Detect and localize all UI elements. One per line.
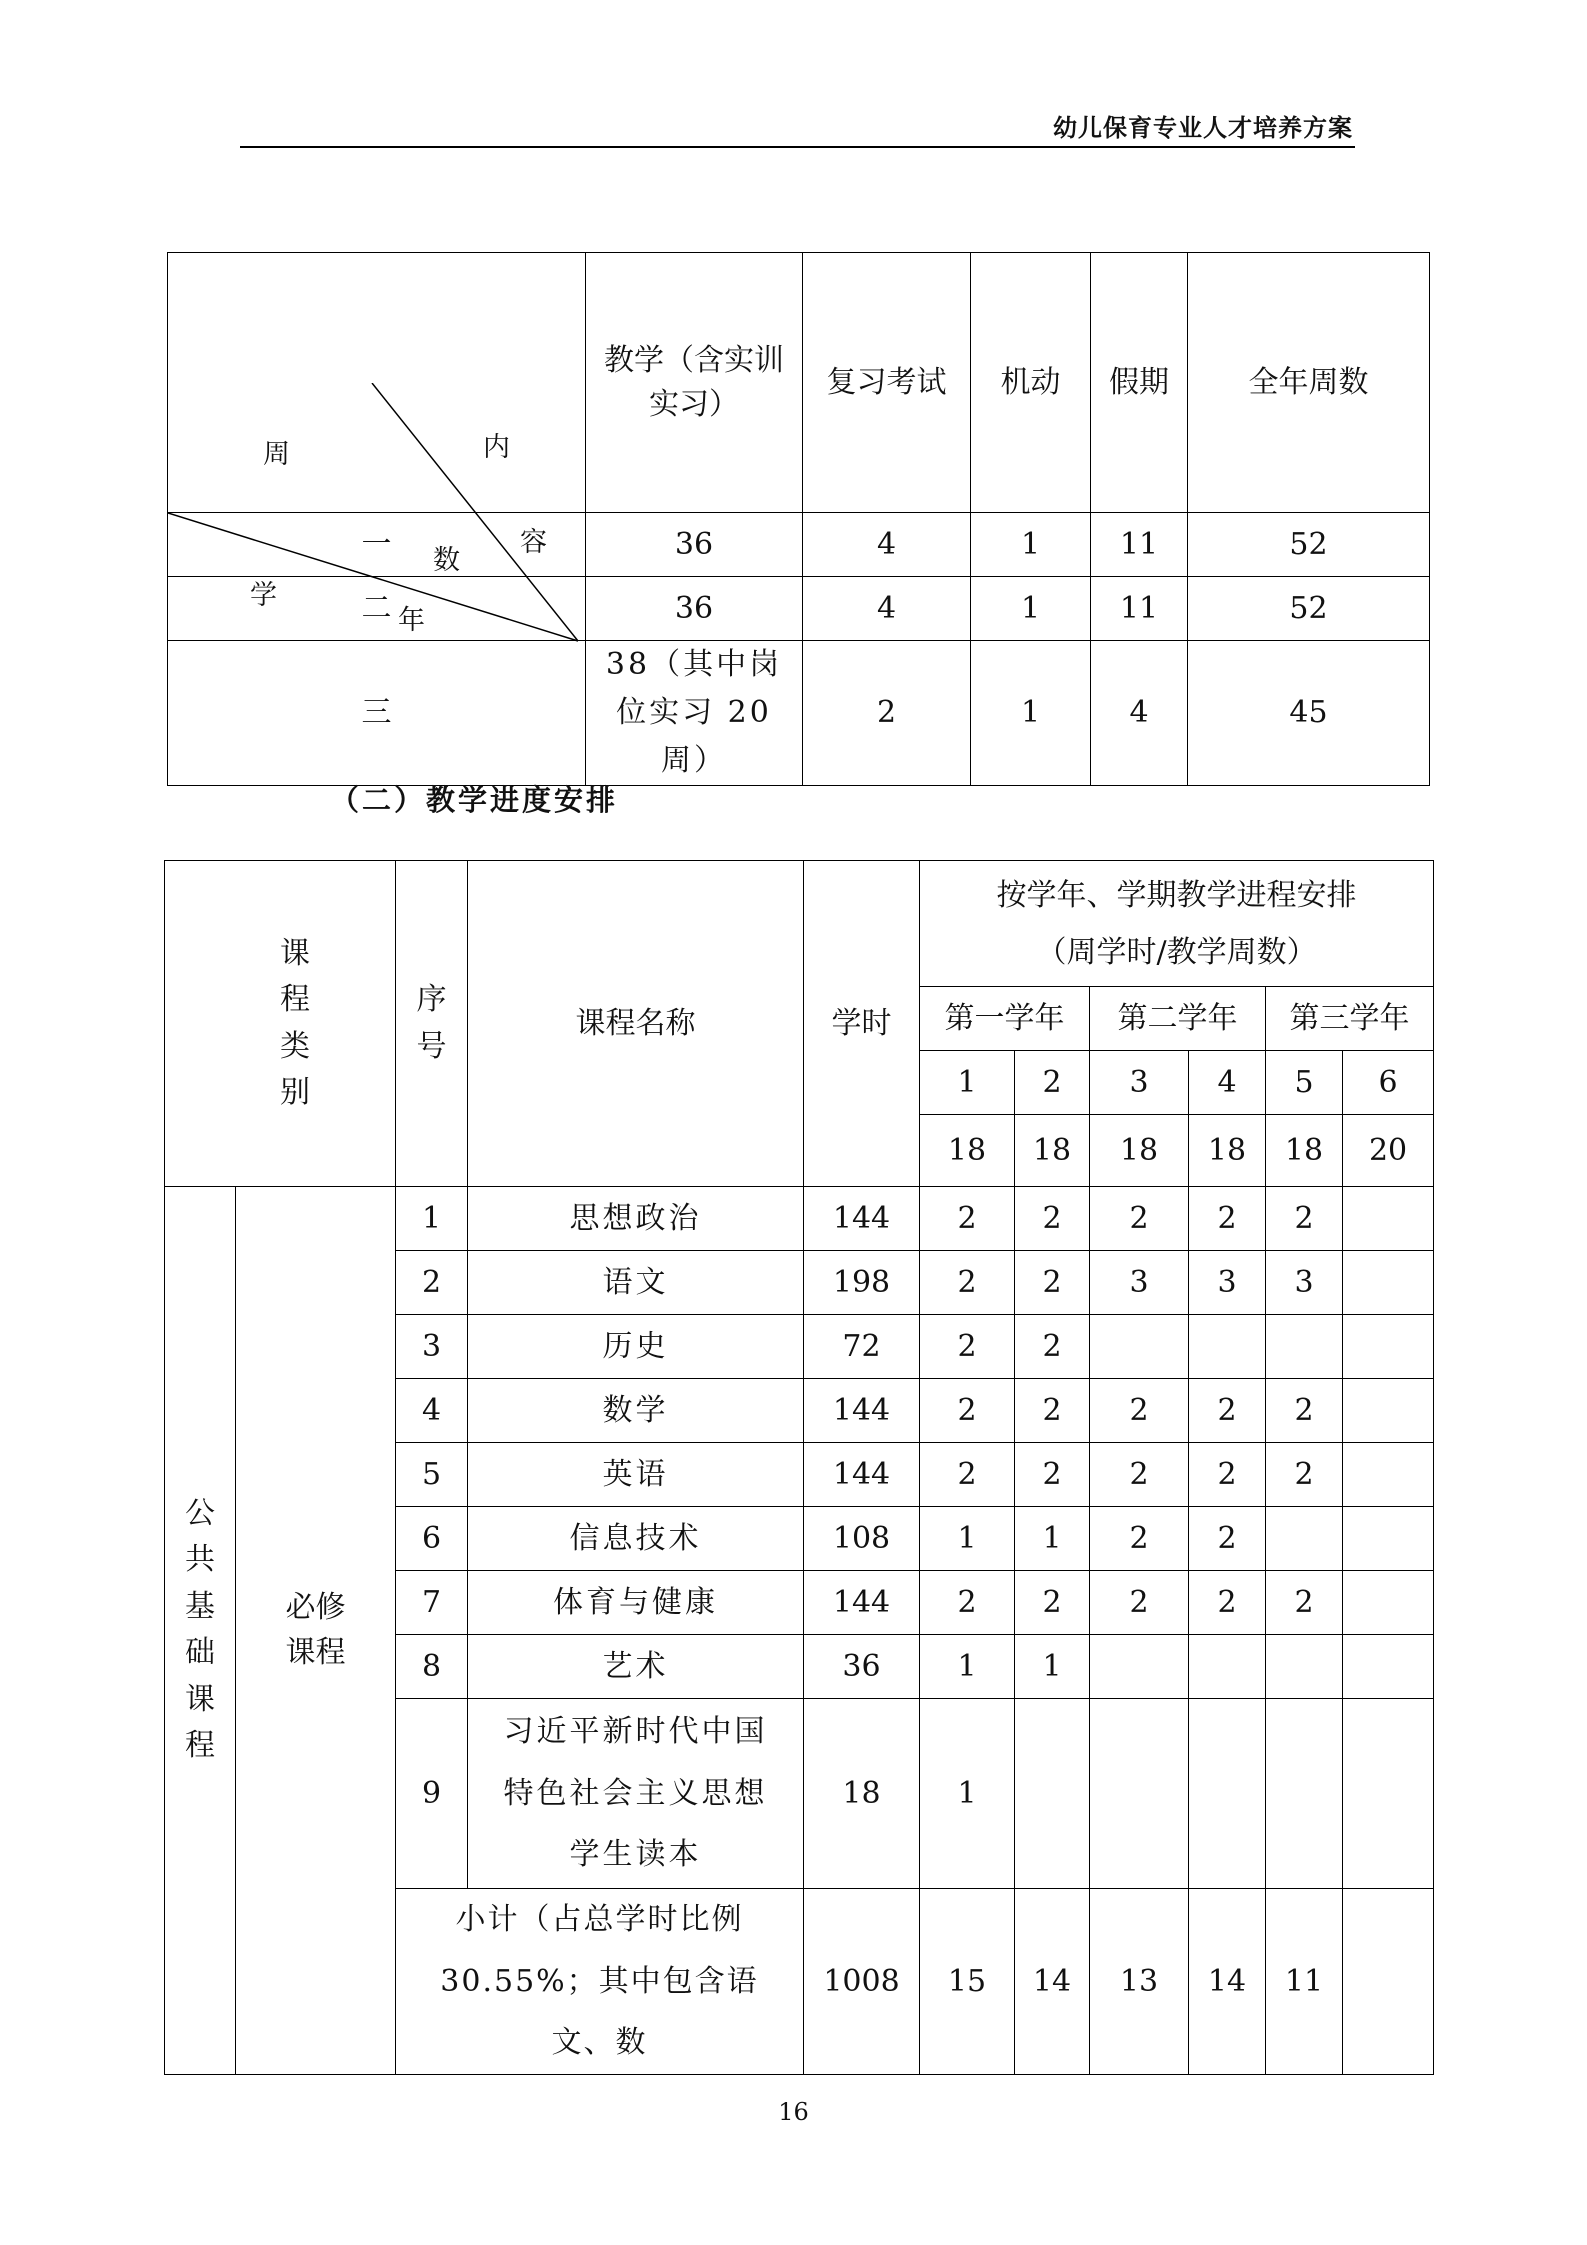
corner-label: 学 xyxy=(250,579,277,611)
cell: 36 xyxy=(586,577,803,641)
weeks-header: 18 xyxy=(1090,1115,1189,1187)
category-group: 公共基础课程 xyxy=(165,1187,236,2075)
semester-hours: 2 xyxy=(1266,1187,1343,1251)
course-name: 信息技术 xyxy=(468,1507,804,1571)
weeks-header: 18 xyxy=(1015,1115,1090,1187)
course-name: 数学 xyxy=(468,1379,804,1443)
subtotal-semester: 14 xyxy=(1015,1889,1090,2075)
course-hours: 144 xyxy=(804,1187,920,1251)
course-name: 历史 xyxy=(468,1315,804,1379)
hours-header: 学时 xyxy=(804,861,920,1187)
semester-header: 4 xyxy=(1189,1051,1266,1115)
semester-hours: 1 xyxy=(920,1699,1015,1889)
semester-hours: 2 xyxy=(1266,1443,1343,1507)
semester-hours xyxy=(1343,1699,1434,1889)
semester-header: 3 xyxy=(1090,1051,1189,1115)
subtotal-hours: 1008 xyxy=(804,1889,920,2075)
course-name: 艺术 xyxy=(468,1635,804,1699)
index-header: 序号 xyxy=(396,861,468,1187)
weeks-header: 20 xyxy=(1343,1115,1434,1187)
table-row xyxy=(165,1187,1434,1251)
corner-label: 容 xyxy=(520,526,547,558)
subtotal-semester xyxy=(1343,1889,1434,2075)
course-name: 习近平新时代中国特色社会主义思想学生读本 xyxy=(468,1699,804,1889)
year-header: 第二学年 xyxy=(1090,987,1266,1051)
category-header: 课程类别 xyxy=(165,861,396,1187)
semester-hours xyxy=(1266,1507,1343,1571)
corner-label: 数 xyxy=(433,544,460,576)
cell: 二 xyxy=(168,577,586,641)
semester-hours xyxy=(1189,1315,1266,1379)
semester-header: 6 xyxy=(1343,1051,1434,1115)
semester-hours: 1 xyxy=(1015,1635,1090,1699)
semester-hours: 2 xyxy=(1015,1315,1090,1379)
semester-hours: 2 xyxy=(920,1315,1015,1379)
semester-hours: 3 xyxy=(1266,1251,1343,1315)
page-number: 16 xyxy=(778,2098,809,2126)
semester-hours xyxy=(1090,1315,1189,1379)
semester-hours: 2 xyxy=(1266,1571,1343,1635)
category-subgroup: 必修课程 xyxy=(236,1187,396,2075)
semester-hours: 2 xyxy=(1015,1443,1090,1507)
cell: 4 xyxy=(1091,641,1188,786)
course-name: 英语 xyxy=(468,1443,804,1507)
semester-hours xyxy=(1189,1699,1266,1889)
semester-hours: 2 xyxy=(1090,1187,1189,1251)
semester-hours: 2 xyxy=(1189,1571,1266,1635)
semester-hours: 2 xyxy=(1015,1379,1090,1443)
col-header: 复习考试 xyxy=(803,253,971,513)
cell: 52 xyxy=(1188,513,1430,577)
col-header: 全年周数 xyxy=(1188,253,1430,513)
weeks-header: 18 xyxy=(1266,1115,1343,1187)
semester-hours xyxy=(1343,1187,1434,1251)
course-hours: 36 xyxy=(804,1635,920,1699)
cell: 11 xyxy=(1091,513,1188,577)
semester-hours xyxy=(1090,1635,1189,1699)
cell: 2 xyxy=(803,641,971,786)
course-name: 语文 xyxy=(468,1251,804,1315)
semester-hours xyxy=(1015,1699,1090,1889)
subtotal-semester: 13 xyxy=(1090,1889,1189,2075)
semester-hours: 2 xyxy=(1015,1571,1090,1635)
col-header: 教学（含实训实习） xyxy=(586,253,803,513)
semester-hours: 2 xyxy=(1015,1251,1090,1315)
weeks-header: 18 xyxy=(920,1115,1015,1187)
course-index: 1 xyxy=(396,1187,468,1251)
diagonal-header-cell xyxy=(168,253,586,636)
semester-hours: 2 xyxy=(920,1443,1015,1507)
course-index: 4 xyxy=(396,1379,468,1443)
semester-hours xyxy=(1343,1635,1434,1699)
semester-hours xyxy=(1189,1635,1266,1699)
semester-hours: 1 xyxy=(920,1507,1015,1571)
cell: 一 xyxy=(168,513,586,577)
course-hours: 18 xyxy=(804,1699,920,1889)
subtotal-label: 小计（占总学时比例 30.55%；其中包含语文、数 xyxy=(396,1889,804,2075)
cell: 52 xyxy=(1188,577,1430,641)
semester-hours: 1 xyxy=(920,1635,1015,1699)
course-index: 5 xyxy=(396,1443,468,1507)
cell: 4 xyxy=(803,513,971,577)
semester-hours: 2 xyxy=(1090,1507,1189,1571)
schedule-header xyxy=(920,861,1434,987)
diagonal-lines xyxy=(168,383,586,643)
cell: 1 xyxy=(971,513,1091,577)
course-name: 体育与健康 xyxy=(468,1571,804,1635)
semester-hours xyxy=(1343,1571,1434,1635)
table-row xyxy=(168,641,1430,786)
cell: 38（其中岗位实习 20 周） xyxy=(586,641,803,786)
semester-hours xyxy=(1343,1507,1434,1571)
week-allocation-table xyxy=(167,252,1430,786)
semester-hours: 3 xyxy=(1090,1251,1189,1315)
cell: 45 xyxy=(1188,641,1430,786)
subtotal-semester: 11 xyxy=(1266,1889,1343,2075)
corner-label: 内 xyxy=(483,431,510,463)
semester-header: 2 xyxy=(1015,1051,1090,1115)
schedule-header-line: 按学年、学期教学进程安排 xyxy=(996,877,1357,913)
corner-label: 年 xyxy=(398,604,425,636)
subtotal-semester: 15 xyxy=(920,1889,1015,2075)
semester-hours xyxy=(1090,1699,1189,1889)
course-index: 9 xyxy=(396,1699,468,1889)
semester-hours: 2 xyxy=(1189,1187,1266,1251)
cell: 4 xyxy=(803,577,971,641)
semester-header: 1 xyxy=(920,1051,1015,1115)
course-hours: 108 xyxy=(804,1507,920,1571)
weeks-header: 18 xyxy=(1189,1115,1266,1187)
semester-hours: 2 xyxy=(920,1251,1015,1315)
semester-hours: 2 xyxy=(1266,1379,1343,1443)
semester-hours xyxy=(1266,1699,1343,1889)
course-hours: 198 xyxy=(804,1251,920,1315)
course-hours: 144 xyxy=(804,1379,920,1443)
semester-hours: 2 xyxy=(1090,1379,1189,1443)
semester-hours: 2 xyxy=(1189,1443,1266,1507)
teaching-schedule-table xyxy=(164,860,1434,2075)
semester-hours: 2 xyxy=(1015,1187,1090,1251)
schedule-header-line: （周学时/教学周数） xyxy=(1036,934,1317,970)
name-header: 课程名称 xyxy=(468,861,804,1187)
cell: 1 xyxy=(971,577,1091,641)
semester-hours: 2 xyxy=(1090,1443,1189,1507)
semester-hours: 2 xyxy=(920,1571,1015,1635)
year-header: 第三学年 xyxy=(1266,987,1434,1051)
semester-hours: 2 xyxy=(1189,1507,1266,1571)
cell: 1 xyxy=(971,641,1091,786)
col-header: 机动 xyxy=(971,253,1091,513)
corner-label: 周 xyxy=(263,438,290,470)
course-hours: 144 xyxy=(804,1443,920,1507)
section-title: （二）教学进度安排 xyxy=(330,783,619,817)
cell: 三 xyxy=(168,641,586,786)
semester-hours: 1 xyxy=(1015,1507,1090,1571)
header-rule xyxy=(240,146,1355,148)
course-name: 思想政治 xyxy=(468,1187,804,1251)
semester-hours xyxy=(1343,1315,1434,1379)
course-hours: 144 xyxy=(804,1571,920,1635)
header-title: 幼儿保育专业人才培养方案 xyxy=(1053,113,1353,142)
col-header: 假期 xyxy=(1091,253,1188,513)
semester-hours: 2 xyxy=(920,1379,1015,1443)
course-index: 6 xyxy=(396,1507,468,1571)
subtotal-semester: 14 xyxy=(1189,1889,1266,2075)
semester-header: 5 xyxy=(1266,1051,1343,1115)
semester-hours xyxy=(1266,1315,1343,1379)
course-index: 8 xyxy=(396,1635,468,1699)
cell: 36 xyxy=(586,513,803,577)
semester-hours: 2 xyxy=(1090,1571,1189,1635)
course-index: 2 xyxy=(396,1251,468,1315)
semester-hours xyxy=(1266,1635,1343,1699)
cell: 11 xyxy=(1091,577,1188,641)
course-hours: 72 xyxy=(804,1315,920,1379)
semester-hours xyxy=(1343,1251,1434,1315)
semester-hours xyxy=(1343,1443,1434,1507)
course-index: 7 xyxy=(396,1571,468,1635)
semester-hours: 2 xyxy=(920,1187,1015,1251)
course-index: 3 xyxy=(396,1315,468,1379)
year-header: 第一学年 xyxy=(920,987,1090,1051)
semester-hours xyxy=(1343,1379,1434,1443)
semester-hours: 3 xyxy=(1189,1251,1266,1315)
semester-hours: 2 xyxy=(1189,1379,1266,1443)
